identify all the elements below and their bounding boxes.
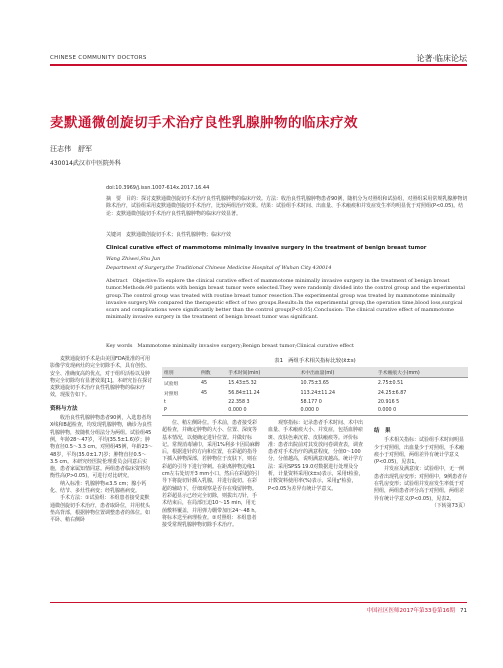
page-number: 71 — [460, 608, 467, 614]
body-column-1 — [50, 356, 154, 525]
article-authors: 汪志伟 舒军 — [50, 145, 92, 153]
table-cell — [199, 407, 226, 416]
comparison-table — [162, 367, 468, 416]
table-cell: 试验组 — [162, 378, 199, 389]
table-1 — [162, 356, 468, 416]
table-cell: 10.75±3.65 — [298, 378, 375, 389]
section-heading-results: 结 果 — [374, 428, 391, 434]
article-affiliation: 430014武汉市中医院外科 — [50, 160, 121, 167]
english-title: Clinical curative effect of mammotome minimally invasive surgery in the treatment of benign breast tumor — [106, 245, 427, 251]
table-row — [162, 388, 468, 398]
table-header-cell: 手术瘢痕大小(mm) — [377, 370, 420, 376]
table-header-cell: 例数 — [200, 370, 211, 376]
section-heading-materials: 资料与方法 — [50, 405, 78, 412]
footer-rule — [50, 602, 467, 603]
table-title: 表1 两组手术相关指标比较(x̄±s) — [274, 358, 356, 364]
table-cell: 0.000 0 — [226, 407, 298, 416]
chinese-abstract: 摘 要 目的：探讨麦默通微创旋切手术治疗良性乳腺肿物的临床疗效。方法：收治良性乳腺肿物患者90例，随机分为对照组和试验组，对照组采用常规乳腺肿物切除术治疗，试验组采用麦默通微创旋切手术治疗，比较两组治疗效果。结果：试验组手术时间、出血量、手术瘢痕和并发症发生率均明显优于对照组(P<0.05)。结论：麦默通微创旋切手术治疗良性乳腺肿物的临床疗效显著。 — [106, 196, 468, 217]
table-header-cell: 手术时间(min) — [228, 370, 261, 376]
english-department: Department of Surgery,the Traditional Chinese Medicine Hospital of Wuhan City 430014 — [106, 265, 332, 271]
method-continued-paragraph: 位、稍左侧卧位。手术前，患者接受彩超检查，并确定肿物的大小、位置、深度等基本情况，以便确定进针位置。并做好标记。常规消毒铺巾，采用1%利多卡因局麻醉后，根据进针的方向和位置，在彩超的指导下插入肿物深部，若肿物位于皮肤下，则在彩超的引导下进行穿刺。在距离肿物边缘1 cm左右处切开3 mm小口，然后在彩超的引导下将旋切针插入乳腺，并进行旋切。在彩超的辅助下，仔细观察是否存在残留肿物。若彩超显示已经完全切除，则拔出刀针，手术结束后，在局部压迫10～15 min，用无菌敷料覆盖，并用弹力绷带加压24～48 h。将标本送至病理检查。②对照组：本组患者接受常规乳腺肿物切除手术治疗。 — [162, 420, 260, 529]
table-cell: 24.25±6.87 — [377, 390, 407, 396]
table-cell: 113.24±11.24 — [300, 390, 336, 396]
chinese-keywords: 关键词 麦默通微创旋切手术；良性乳腺肿物；临床疗效 — [106, 232, 232, 238]
page-footer — [367, 606, 468, 614]
english-authors: Wang Zhiwei,Shu Jun — [106, 256, 161, 262]
results-paragraph-1: 手术相关指标：试验组手术时间明显少于对照组，出血量少于对照组，手术瘢痕小于对照组，两组差异有统计学意义(P<0.05)，见表1。 — [374, 437, 465, 466]
continued-note: （下转第73页） — [431, 502, 468, 509]
intro-paragraph: 麦默通旋切手术是由美国FDA批准的可用影像学发现病灶的完全切除手术，具有创伤、安全、准确度高的优点，对于组织活检以及肿物完全切除均有显著效果[1]。本研究旨在探讨麦默通旋切手术治疗良性乳腺肿物的临床疗效，现报告如下。 — [50, 356, 153, 399]
running-header-section: 论著·临床论坛 — [416, 54, 467, 63]
table-cell: 45 — [200, 390, 208, 396]
table-cell: P — [162, 407, 199, 416]
table-cell — [199, 399, 226, 407]
table-row — [162, 407, 468, 416]
body-column-3 — [268, 420, 366, 493]
running-header-left: CHINESE COMMUNITY DOCTORS — [50, 55, 147, 61]
table-header-cell: 术中出血量(ml) — [300, 370, 335, 376]
table-cell: 0.000 0 — [376, 407, 468, 416]
table-row — [162, 399, 468, 407]
table-header-row — [162, 367, 468, 378]
table-cell: 45 — [199, 378, 226, 389]
table-cell: 58.177 0 — [300, 400, 322, 406]
doi: doi:10.3969/j.issn.1007-614x.2017.16.44 — [106, 185, 210, 191]
body-column-2 — [162, 420, 260, 529]
table-row — [162, 378, 468, 389]
english-keywords: Key words Mammotome minimally invasive surgery;Benign breast tumor;Clinical curative effect — [106, 343, 354, 349]
table-cell: 对照组 — [164, 391, 179, 397]
table-cell: 0.000 0 — [298, 407, 375, 416]
header-rule — [50, 64, 467, 66]
indicators-paragraph: 观察指标：记录患者手术时间、术中出血量、手术瘢痕大小、并发症，包括血肿瘀斑、皮肤色素沉着、皮肤瘢痕等。评价标准：患者出院前对其发放问卷调查表，调查患者对手术治疗的满意程度，分值0～100分，分值越高，说明满意度越高。统计学方法：采用SPSS 19.0对数据进行处理及分析，计量资料采用(x̄±s)表示，采用t检验，计数资料使用率(%)表示，采用χ²检验，P<0.05为差异有统计学意义。 — [268, 420, 364, 492]
results-paragraph-2: 并发症及满意度：试验组中，无一例患者出现乳房变形；对照组中，9例患者存在乳房变形；试验组并发症发生率低于对照组，两组患者评分高于对照组，两组差异有统计学意义(P<0.05)，见表2。 — [374, 466, 468, 502]
table-cell: 15.43±5.32 — [226, 378, 298, 389]
table-cell: t — [164, 400, 166, 406]
table-cell: 20.916 5 — [377, 400, 400, 406]
footer-journal: 中国社区医师2017年第33卷第16期 — [366, 608, 455, 614]
general-info-paragraph: 收治良性乳腺肿物患者90例，入选患者均X线和B超检查，均发现乳腺肿物，确诊为良性乳腺肿物，按随机分组法分为两组。试验组45例，年龄28～47岁，平均(35.5±1.6)岁；肿物直径0.5～3.3 cm。对照组45例，年龄23～48岁，平均(35.0±1.7)岁；肿物直径0.5～3.5 cm。本研究经医院伦理委员会同意后实施，患者家属知情同意。两组患者临床资料均衡性高(P>0.05)，可进行对比研究。 — [50, 415, 153, 480]
table-cell: 2.75±0.51 — [376, 378, 468, 389]
table-cell: 22.358 3 — [228, 400, 250, 406]
english-abstract: Abstract Objective:To explore the clinical curative effect of mammotome minimally invasive surgery in the treatment of benign breast tumor.Methods:90 patients with benign breast tumor were selected.They were randomly divided into the control group and the experimental group.The control group was treated with routine breast tumor resection.The experimental group was treated by mammotome minimally invasive surgery.We compared the therapeutic effect of two groups.Results:In the experimental group,the operation time,blood loss,surgical scars and complications were significantly better than the control group(P<0.05).Conclusion: The clinical curative effect of mammotome minimally invasive surgery in the treatment of benign breast tumor was significant. — [106, 278, 465, 321]
body-column-4 — [374, 420, 468, 510]
method-paragraph: 手术方法：①试验组：本组患者接受麦默通微创旋切手术治疗，患者取卧位，并用枕头垫高背部，根据肿物位置调整患者的体位。如平卧、稍右侧卧 — [50, 495, 151, 524]
table-header-cell: 组别 — [164, 370, 174, 376]
table-cell: 56.84±11.24 — [228, 390, 260, 396]
criteria-paragraph: 纳入标准：乳腺肿物≤3.5 cm；腺小钙化、结节、多灶性病变；经乳腺癌病变。 — [50, 480, 147, 495]
article-title: 麦默通微创旋切手术治疗良性乳腺肿物的临床疗效 — [50, 115, 358, 131]
